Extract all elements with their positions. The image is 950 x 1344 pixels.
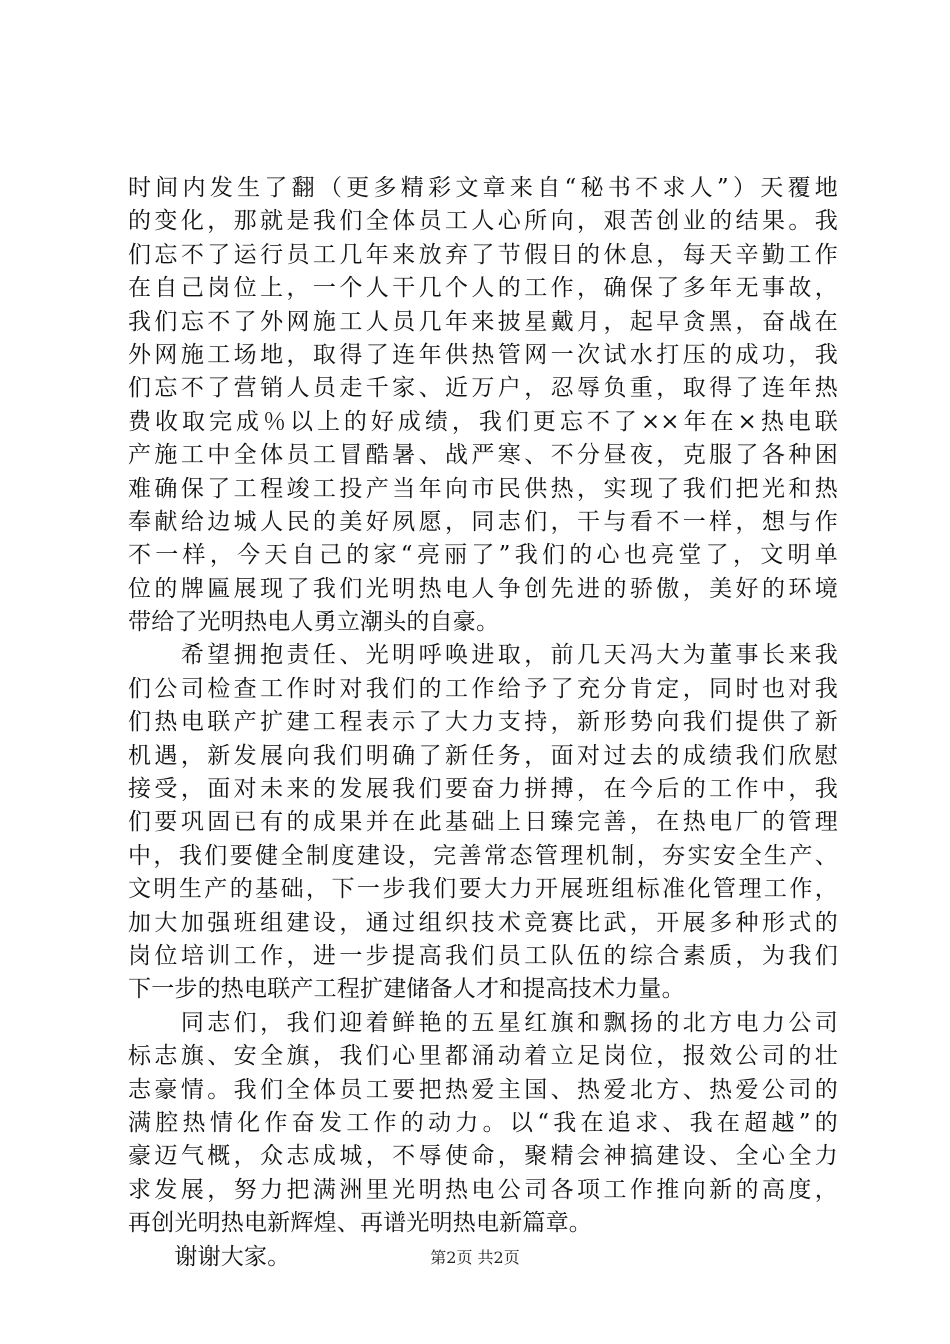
text-line: 中，我们要健全制度建设，完善常态管理机制，夯实安全生产、 [128, 842, 838, 869]
text-line: 标志旗、安全旗，我们心里都涌动着立足岗位，报效公司的壮 [128, 1043, 838, 1070]
text-line: 费收取完成％以上的好成绩，我们更忘不了××年在×热电联 [128, 408, 838, 435]
text-line: 志豪情。我们全体员工要把热爱主国、热爱北方、热爱公司的 [128, 1076, 838, 1103]
text-line: 希望拥抱责任、光明呼唤进取，前几天冯大为董事长来我 [128, 642, 838, 669]
text-line: 的变化，那就是我们全体员工人心所向，艰苦创业的结果。我 [128, 208, 838, 235]
text-line: 们热电联产扩建工程表示了大力支持，新形势向我们提供了新 [128, 709, 838, 736]
text-line: 产施工中全体员工冒酷暑、战严寒、不分昼夜，克服了各种困 [128, 442, 838, 469]
text-line: 位的牌匾展现了我们光明热电人争创先进的骄傲，美好的环境 [128, 575, 838, 602]
text-line: 再创光明热电新辉煌、再谱光明热电新篇章。 [128, 1210, 592, 1237]
text-line: 岗位培训工作，进一步提高我们员工队伍的综合素质，为我们 [128, 942, 838, 969]
text-line: 我们忘不了外网施工人员几年来披星戴月，起早贪黑，奋战在 [128, 308, 838, 335]
text-line: 豪迈气概，众志成城，不辱使命，聚精会神搞建设、全心全力 [128, 1143, 838, 1170]
text-line: 时间内发生了翻（更多精彩文章来自“秘书不求人”）天覆地 [128, 175, 838, 201]
document-body [128, 172, 838, 1274]
page-number: 第2页 共2页 [430, 1248, 520, 1267]
text-line: 满腔热情化作奋发工作的动力。以“我在追求、我在超越”的 [128, 1109, 838, 1136]
text-line: 同志们，我们迎着鲜艳的五星红旗和飘扬的北方电力公司 [128, 1009, 838, 1036]
text-line: 带给了光明热电人勇立潮头的自豪。 [128, 609, 500, 636]
text-line: 们忘不了营销人员走千家、近万户，忍辱负重，取得了连年热 [128, 375, 838, 402]
text-line: 难确保了工程竣工投产当年向市民供热，实现了我们把光和热 [128, 475, 838, 502]
text-line: 奉献给边城人民的美好夙愿，同志们，干与看不一样，想与作 [128, 508, 838, 535]
text-line: 接受，面对未来的发展我们要奋力拼搏，在今后的工作中，我 [128, 776, 838, 803]
text-line: 在自己岗位上，一个人干几个人的工作，确保了多年无事故， [128, 275, 838, 302]
text-line: 不一样，今天自己的家“亮丽了”我们的心也亮堂了，文明单 [128, 542, 838, 569]
text-line: 文明生产的基础，下一步我们要大力开展班组标准化管理工作， [128, 876, 838, 903]
text-line: 机遇，新发展向我们明确了新任务，面对过去的成绩我们欣慰 [128, 742, 838, 769]
text-line: 谢谢大家。 [128, 1243, 291, 1270]
text-line: 求发展，努力把满洲里光明热电公司各项工作推向新的高度， [128, 1176, 838, 1203]
text-line: 外网施工场地，取得了连年供热管网一次试水打压的成功，我 [128, 341, 838, 368]
text-line: 加大加强班组建设，通过组织技术竞赛比武，开展多种形式的 [128, 909, 838, 936]
text-line: 们公司检查工作时对我们的工作给予了充分肯定，同时也对我 [128, 675, 838, 702]
page-footer [0, 1248, 950, 1268]
text-line: 们忘不了运行员工几年来放弃了节假日的休息，每天辛勤工作 [128, 241, 838, 268]
text-line: 下一步的热电联产工程扩建储备人才和提高技术力量。 [128, 976, 685, 1003]
text-line: 们要巩固已有的成果并在此基础上日臻完善，在热电厂的管理 [128, 809, 838, 836]
